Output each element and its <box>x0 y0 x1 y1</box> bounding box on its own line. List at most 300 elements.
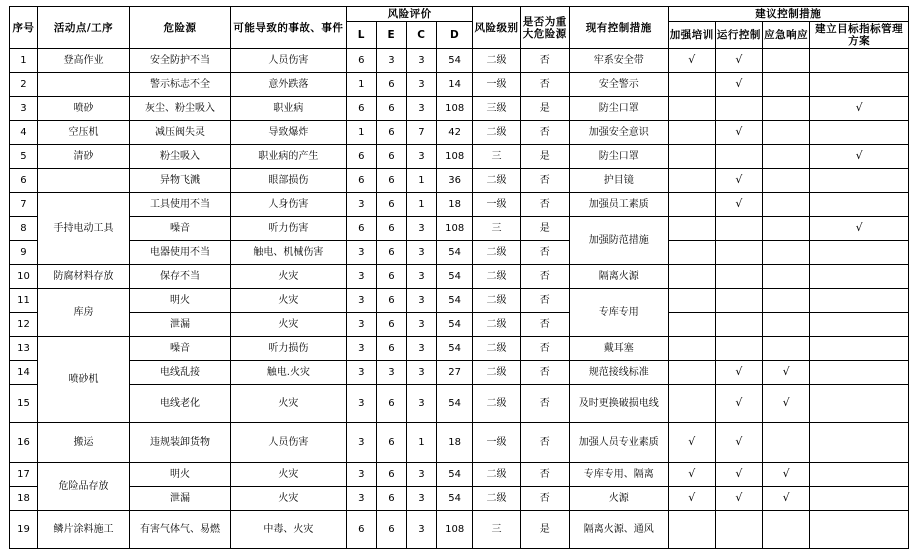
cell-activity: 手持电动工具 <box>37 193 129 265</box>
table-row <box>10 337 909 361</box>
cell-D: 54 <box>436 49 472 73</box>
cell-D: 108 <box>436 97 472 121</box>
cell-seq: 15 <box>10 385 38 423</box>
cell-seq: 9 <box>10 241 38 265</box>
cell-hazard: 明火 <box>130 463 231 487</box>
cell-event: 火灾 <box>230 487 346 511</box>
cell-suggest-emergency: √ <box>762 487 809 511</box>
cell-E: 6 <box>376 265 406 289</box>
cell-risk-level: 一级 <box>473 73 520 97</box>
cell-suggest-goal <box>810 289 909 313</box>
cell-suggest-emergency <box>762 313 809 337</box>
cell-event: 意外跌落 <box>230 73 346 97</box>
cell-activity: 喷砂 <box>37 97 129 121</box>
cell-major-hazard: 否 <box>520 169 569 193</box>
cell-suggest-goal <box>810 169 909 193</box>
table-row <box>10 193 909 217</box>
header-major-hazard: 是否为重大危险源 <box>520 7 569 49</box>
cell-D: 42 <box>436 121 472 145</box>
cell-C: 3 <box>406 313 436 337</box>
table-row <box>10 423 909 463</box>
cell-existing-controls: 护目镜 <box>569 169 668 193</box>
cell-event: 火灾 <box>230 265 346 289</box>
cell-hazard: 警示标志不全 <box>130 73 231 97</box>
cell-risk-level: 三 <box>473 217 520 241</box>
cell-hazard: 泄漏 <box>130 487 231 511</box>
cell-major-hazard: 否 <box>520 487 569 511</box>
cell-D: 54 <box>436 487 472 511</box>
cell-hazard: 电线乱接 <box>130 361 231 385</box>
cell-D: 36 <box>436 169 472 193</box>
cell-suggest-operation: √ <box>715 385 762 423</box>
cell-suggest-goal <box>810 265 909 289</box>
cell-activity: 防腐材料存放 <box>37 265 129 289</box>
cell-suggest-operation <box>715 511 762 549</box>
cell-D: 54 <box>436 289 472 313</box>
cell-seq: 3 <box>10 97 38 121</box>
cell-suggest-emergency <box>762 511 809 549</box>
cell-D: 54 <box>436 385 472 423</box>
cell-suggest-goal <box>810 487 909 511</box>
cell-D: 14 <box>436 73 472 97</box>
cell-C: 3 <box>406 49 436 73</box>
cell-suggest-operation: √ <box>715 193 762 217</box>
cell-existing-controls: 牢系安全带 <box>569 49 668 73</box>
header-suggest-operation: 运行控制 <box>715 22 762 49</box>
cell-activity: 喷砂机 <box>37 337 129 423</box>
cell-activity <box>37 73 129 97</box>
cell-risk-level: 二级 <box>473 487 520 511</box>
cell-risk-level: 二级 <box>473 463 520 487</box>
table-row <box>10 217 909 241</box>
cell-major-hazard: 否 <box>520 193 569 217</box>
cell-C: 3 <box>406 511 436 549</box>
cell-existing-controls: 加强人员专业素质 <box>569 423 668 463</box>
header-suggest-goal: 建立目标指标管理方案 <box>810 22 909 49</box>
cell-suggest-training <box>668 73 715 97</box>
cell-E: 6 <box>376 313 406 337</box>
cell-suggest-emergency <box>762 169 809 193</box>
cell-L: 3 <box>346 361 376 385</box>
cell-existing-controls: 规范接线标准 <box>569 361 668 385</box>
header-L: L <box>346 22 376 49</box>
cell-D: 108 <box>436 145 472 169</box>
cell-hazard: 电器使用不当 <box>130 241 231 265</box>
cell-E: 6 <box>376 145 406 169</box>
cell-suggest-training: √ <box>668 423 715 463</box>
cell-suggest-goal <box>810 463 909 487</box>
cell-seq: 10 <box>10 265 38 289</box>
cell-activity <box>37 169 129 193</box>
cell-hazard: 明火 <box>130 289 231 313</box>
cell-hazard: 减压阀失灵 <box>130 121 231 145</box>
cell-D: 54 <box>436 337 472 361</box>
cell-suggest-operation: √ <box>715 49 762 73</box>
cell-seq: 11 <box>10 289 38 313</box>
header-activity: 活动点/工序 <box>37 7 129 49</box>
cell-suggest-emergency <box>762 49 809 73</box>
header-C: C <box>406 22 436 49</box>
cell-C: 3 <box>406 463 436 487</box>
cell-major-hazard: 是 <box>520 217 569 241</box>
cell-major-hazard: 否 <box>520 73 569 97</box>
cell-L: 3 <box>346 463 376 487</box>
header-suggested-controls: 建议控制措施 <box>668 7 908 22</box>
cell-suggest-training <box>668 241 715 265</box>
cell-suggest-training <box>668 217 715 241</box>
cell-suggest-goal <box>810 511 909 549</box>
cell-seq: 18 <box>10 487 38 511</box>
cell-event: 人员伤害 <box>230 49 346 73</box>
cell-seq: 7 <box>10 193 38 217</box>
cell-E: 6 <box>376 423 406 463</box>
cell-existing-controls: 火源 <box>569 487 668 511</box>
cell-suggest-training: √ <box>668 463 715 487</box>
cell-suggest-goal <box>810 361 909 385</box>
cell-E: 6 <box>376 97 406 121</box>
cell-seq: 1 <box>10 49 38 73</box>
cell-E: 3 <box>376 49 406 73</box>
header-risk-level: 风险级别 <box>473 7 520 49</box>
cell-activity: 搬运 <box>37 423 129 463</box>
cell-suggest-training <box>668 97 715 121</box>
cell-suggest-operation <box>715 145 762 169</box>
risk-assessment-table <box>9 6 909 549</box>
cell-existing-controls: 隔离火源、通风 <box>569 511 668 549</box>
cell-L: 3 <box>346 337 376 361</box>
cell-suggest-goal <box>810 73 909 97</box>
cell-event: 中毒、火灾 <box>230 511 346 549</box>
cell-suggest-emergency <box>762 193 809 217</box>
table-row <box>10 49 909 73</box>
cell-seq: 13 <box>10 337 38 361</box>
cell-activity: 鳞片涂料施工 <box>37 511 129 549</box>
cell-risk-level: 二级 <box>473 265 520 289</box>
cell-L: 3 <box>346 193 376 217</box>
cell-C: 3 <box>406 97 436 121</box>
header-existing-controls: 现有控制措施 <box>569 7 668 49</box>
header-seq: 序号 <box>10 7 38 49</box>
cell-L: 6 <box>346 217 376 241</box>
cell-seq: 4 <box>10 121 38 145</box>
cell-E: 3 <box>376 361 406 385</box>
cell-event: 人身伤害 <box>230 193 346 217</box>
cell-existing-controls: 专库专用 <box>569 289 668 337</box>
cell-D: 18 <box>436 193 472 217</box>
cell-E: 6 <box>376 193 406 217</box>
cell-activity: 危险品存放 <box>37 463 129 511</box>
cell-suggest-operation <box>715 289 762 313</box>
table-header <box>10 7 909 49</box>
cell-activity: 登高作业 <box>37 49 129 73</box>
cell-suggest-goal <box>810 337 909 361</box>
cell-suggest-training <box>668 385 715 423</box>
table-row <box>10 463 909 487</box>
cell-suggest-operation: √ <box>715 423 762 463</box>
cell-suggest-emergency <box>762 217 809 241</box>
cell-suggest-operation <box>715 265 762 289</box>
cell-major-hazard: 否 <box>520 121 569 145</box>
cell-hazard: 噪音 <box>130 337 231 361</box>
cell-hazard: 保存不当 <box>130 265 231 289</box>
cell-seq: 8 <box>10 217 38 241</box>
cell-C: 3 <box>406 385 436 423</box>
cell-suggest-goal <box>810 49 909 73</box>
cell-major-hazard: 否 <box>520 361 569 385</box>
cell-seq: 6 <box>10 169 38 193</box>
cell-risk-level: 二级 <box>473 289 520 313</box>
cell-suggest-goal: √ <box>810 217 909 241</box>
cell-major-hazard: 否 <box>520 241 569 265</box>
cell-event: 火灾 <box>230 313 346 337</box>
table-row <box>10 73 909 97</box>
cell-E: 6 <box>376 385 406 423</box>
cell-hazard: 违规装卸货物 <box>130 423 231 463</box>
cell-seq: 14 <box>10 361 38 385</box>
cell-event: 职业病的产生 <box>230 145 346 169</box>
cell-suggest-emergency: √ <box>762 385 809 423</box>
header-E: E <box>376 22 406 49</box>
cell-L: 6 <box>346 97 376 121</box>
cell-suggest-training: √ <box>668 49 715 73</box>
cell-risk-level: 二级 <box>473 361 520 385</box>
cell-E: 6 <box>376 241 406 265</box>
cell-suggest-goal <box>810 193 909 217</box>
cell-risk-level: 二级 <box>473 337 520 361</box>
cell-suggest-emergency <box>762 289 809 313</box>
cell-E: 6 <box>376 463 406 487</box>
cell-risk-level: 一级 <box>473 193 520 217</box>
cell-existing-controls: 加强防范措施 <box>569 217 668 265</box>
cell-L: 3 <box>346 385 376 423</box>
cell-suggest-training <box>668 289 715 313</box>
table-row <box>10 487 909 511</box>
cell-suggest-operation: √ <box>715 169 762 193</box>
cell-suggest-emergency <box>762 241 809 265</box>
cell-suggest-training <box>668 511 715 549</box>
cell-event: 听力损伤 <box>230 337 346 361</box>
cell-seq: 19 <box>10 511 38 549</box>
cell-hazard: 粉尘吸入 <box>130 145 231 169</box>
cell-major-hazard: 是 <box>520 145 569 169</box>
cell-major-hazard: 否 <box>520 423 569 463</box>
cell-D: 54 <box>436 241 472 265</box>
cell-event: 眼部损伤 <box>230 169 346 193</box>
cell-hazard: 电线老化 <box>130 385 231 423</box>
cell-risk-level: 二级 <box>473 313 520 337</box>
cell-suggest-operation: √ <box>715 463 762 487</box>
cell-event: 火灾 <box>230 385 346 423</box>
cell-suggest-training <box>668 145 715 169</box>
cell-major-hazard: 否 <box>520 265 569 289</box>
cell-suggest-training <box>668 337 715 361</box>
cell-existing-controls: 专库专用、隔离 <box>569 463 668 487</box>
cell-hazard: 灰尘、粉尘吸入 <box>130 97 231 121</box>
table-row <box>10 385 909 423</box>
cell-suggest-training <box>668 265 715 289</box>
risk-assessment-sheet <box>0 6 918 535</box>
cell-risk-level: 二级 <box>473 121 520 145</box>
table-row <box>10 265 909 289</box>
cell-hazard: 工具使用不当 <box>130 193 231 217</box>
cell-D: 54 <box>436 463 472 487</box>
cell-suggest-emergency <box>762 337 809 361</box>
cell-C: 3 <box>406 487 436 511</box>
cell-E: 6 <box>376 169 406 193</box>
cell-L: 3 <box>346 313 376 337</box>
cell-E: 6 <box>376 73 406 97</box>
cell-major-hazard: 是 <box>520 511 569 549</box>
cell-existing-controls: 加强员工素质 <box>569 193 668 217</box>
cell-E: 6 <box>376 511 406 549</box>
cell-risk-level: 三 <box>473 511 520 549</box>
header-event: 可能导致的事故、事件 <box>230 7 346 49</box>
cell-L: 1 <box>346 121 376 145</box>
cell-L: 6 <box>346 145 376 169</box>
cell-major-hazard: 是 <box>520 97 569 121</box>
cell-D: 54 <box>436 313 472 337</box>
cell-suggest-emergency: √ <box>762 361 809 385</box>
cell-suggest-operation <box>715 337 762 361</box>
header-D: D <box>436 22 472 49</box>
cell-suggest-emergency <box>762 145 809 169</box>
cell-event: 导致爆炸 <box>230 121 346 145</box>
cell-risk-level: 一级 <box>473 423 520 463</box>
cell-suggest-operation <box>715 241 762 265</box>
cell-E: 6 <box>376 217 406 241</box>
cell-C: 3 <box>406 361 436 385</box>
cell-C: 3 <box>406 73 436 97</box>
cell-L: 3 <box>346 265 376 289</box>
cell-suggest-operation <box>715 97 762 121</box>
cell-seq: 2 <box>10 73 38 97</box>
cell-C: 1 <box>406 169 436 193</box>
cell-L: 3 <box>346 423 376 463</box>
cell-C: 3 <box>406 145 436 169</box>
cell-suggest-goal <box>810 313 909 337</box>
header-hazard: 危险源 <box>130 7 231 49</box>
cell-hazard: 噪音 <box>130 217 231 241</box>
cell-major-hazard: 否 <box>520 337 569 361</box>
cell-event: 人员伤害 <box>230 423 346 463</box>
cell-activity: 清砂 <box>37 145 129 169</box>
cell-hazard: 泄漏 <box>130 313 231 337</box>
table-row <box>10 313 909 337</box>
cell-existing-controls: 安全警示 <box>569 73 668 97</box>
cell-suggest-emergency <box>762 73 809 97</box>
cell-major-hazard: 否 <box>520 289 569 313</box>
cell-event: 听力伤害 <box>230 217 346 241</box>
cell-event: 火灾 <box>230 289 346 313</box>
cell-major-hazard: 否 <box>520 313 569 337</box>
cell-C: 7 <box>406 121 436 145</box>
cell-seq: 5 <box>10 145 38 169</box>
cell-event: 触电、机械伤害 <box>230 241 346 265</box>
cell-suggest-goal <box>810 241 909 265</box>
header-suggest-training: 加强培训 <box>668 22 715 49</box>
cell-existing-controls: 及时更换破损电线 <box>569 385 668 423</box>
cell-E: 6 <box>376 487 406 511</box>
table-row <box>10 97 909 121</box>
cell-hazard: 异物飞溅 <box>130 169 231 193</box>
cell-D: 108 <box>436 511 472 549</box>
cell-suggest-operation: √ <box>715 487 762 511</box>
cell-L: 3 <box>346 487 376 511</box>
table-body <box>10 49 909 549</box>
cell-C: 3 <box>406 217 436 241</box>
cell-major-hazard: 否 <box>520 49 569 73</box>
cell-existing-controls: 隔离火源 <box>569 265 668 289</box>
cell-event: 火灾 <box>230 463 346 487</box>
cell-suggest-emergency: √ <box>762 463 809 487</box>
cell-event: 职业病 <box>230 97 346 121</box>
cell-suggest-operation <box>715 313 762 337</box>
cell-risk-level: 二级 <box>473 241 520 265</box>
cell-suggest-emergency <box>762 121 809 145</box>
cell-event: 触电.火灾 <box>230 361 346 385</box>
cell-seq: 16 <box>10 423 38 463</box>
header-risk-evaluation: 风险评价 <box>346 7 473 22</box>
cell-E: 6 <box>376 337 406 361</box>
cell-C: 3 <box>406 241 436 265</box>
cell-suggest-goal <box>810 385 909 423</box>
cell-suggest-operation: √ <box>715 361 762 385</box>
cell-suggest-goal <box>810 423 909 463</box>
table-row <box>10 145 909 169</box>
cell-suggest-operation <box>715 217 762 241</box>
cell-L: 1 <box>346 73 376 97</box>
table-row <box>10 241 909 265</box>
cell-suggest-goal <box>810 121 909 145</box>
cell-E: 6 <box>376 289 406 313</box>
cell-L: 6 <box>346 169 376 193</box>
cell-suggest-goal: √ <box>810 97 909 121</box>
cell-C: 1 <box>406 423 436 463</box>
cell-D: 18 <box>436 423 472 463</box>
cell-risk-level: 三 <box>473 145 520 169</box>
table-row <box>10 289 909 313</box>
cell-major-hazard: 否 <box>520 463 569 487</box>
cell-C: 3 <box>406 337 436 361</box>
cell-suggest-operation: √ <box>715 73 762 97</box>
cell-existing-controls: 加强安全意识 <box>569 121 668 145</box>
cell-risk-level: 二级 <box>473 169 520 193</box>
cell-suggest-training <box>668 121 715 145</box>
table-row <box>10 169 909 193</box>
cell-existing-controls: 戴耳塞 <box>569 337 668 361</box>
cell-hazard: 有害气体气、易燃 <box>130 511 231 549</box>
cell-activity: 库房 <box>37 289 129 337</box>
cell-suggest-training: √ <box>668 487 715 511</box>
cell-L: 6 <box>346 49 376 73</box>
header-row-1 <box>10 7 909 22</box>
cell-hazard: 安全防护不当 <box>130 49 231 73</box>
cell-D: 54 <box>436 265 472 289</box>
cell-suggest-training <box>668 169 715 193</box>
cell-suggest-goal: √ <box>810 145 909 169</box>
cell-existing-controls: 防尘口罩 <box>569 145 668 169</box>
cell-seq: 12 <box>10 313 38 337</box>
cell-suggest-training <box>668 193 715 217</box>
cell-risk-level: 三级 <box>473 97 520 121</box>
cell-risk-level: 二级 <box>473 385 520 423</box>
cell-D: 27 <box>436 361 472 385</box>
cell-suggest-emergency <box>762 265 809 289</box>
cell-C: 3 <box>406 265 436 289</box>
cell-D: 108 <box>436 217 472 241</box>
table-row <box>10 361 909 385</box>
cell-risk-level: 二级 <box>473 49 520 73</box>
